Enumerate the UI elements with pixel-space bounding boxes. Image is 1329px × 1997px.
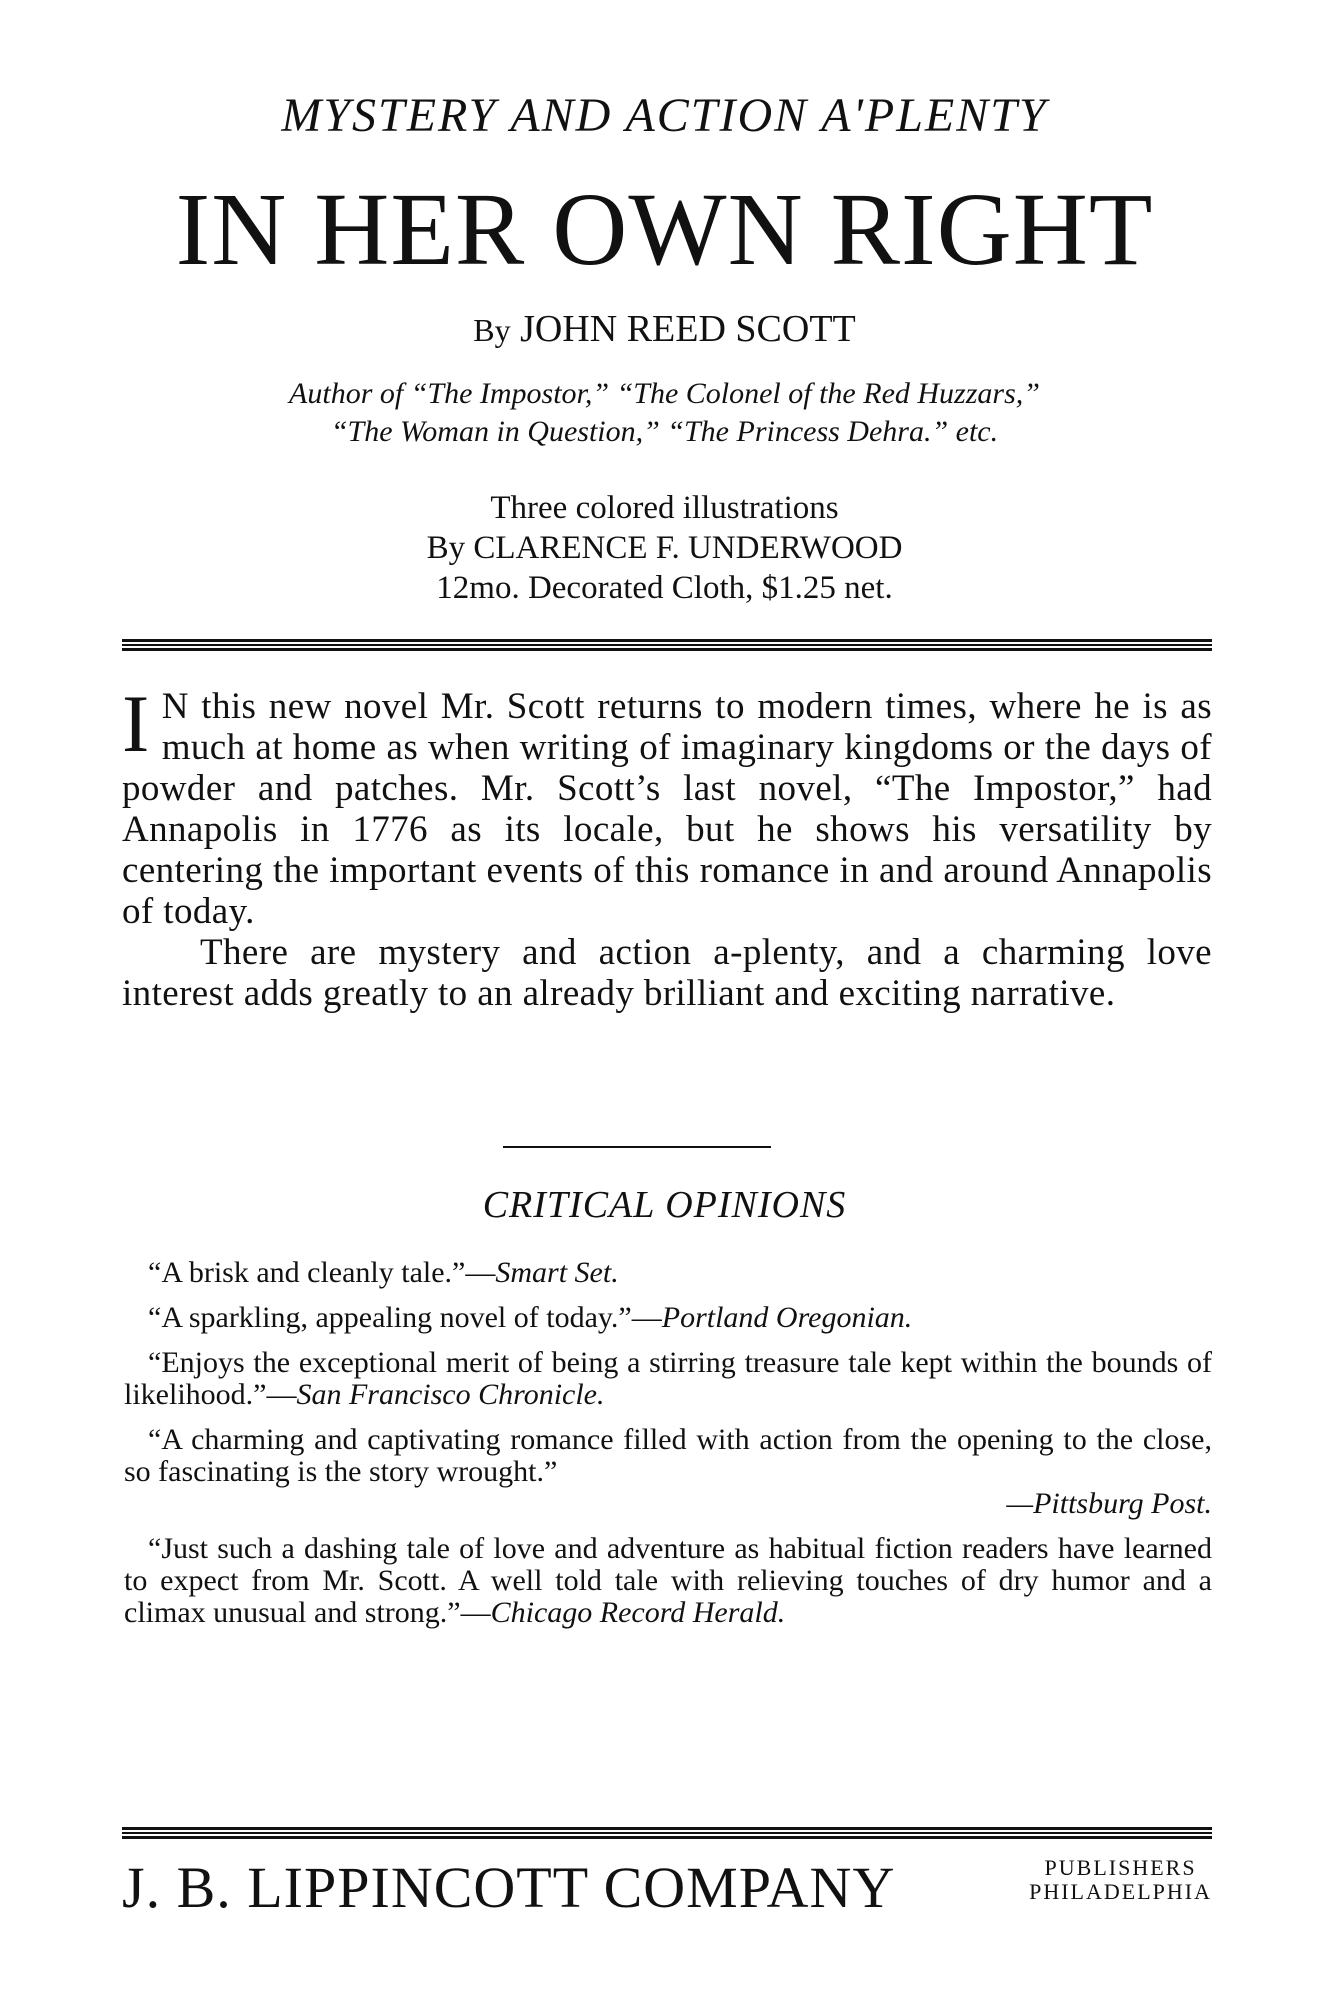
- book-description: [122, 678, 1212, 1014]
- description-paragraph: [122, 678, 1212, 932]
- short-rule-divider: [503, 1146, 771, 1148]
- opinion-source: Smart Set.: [495, 1256, 619, 1289]
- critical-opinions-heading: CRITICAL OPINIONS: [482, 1184, 847, 1226]
- description-paragraph: There are mystery and action a-plenty, and a charming love interest adds greatly to an already brilliant and exciting narrative.: [122, 932, 1212, 1014]
- illustrations-note: Three colored illustrations: [490, 490, 839, 526]
- author-name: JOHN REED SCOTT: [520, 308, 856, 350]
- book-title: IN HER OWN RIGHT: [175, 172, 1154, 287]
- illustrator-credit: By CLARENCE F. UNDERWOOD: [426, 530, 903, 566]
- author-works-line: Author of “The Impostor,” “The Colonel of the Red Huzzars,”: [289, 377, 1040, 410]
- publisher-city: PHILADELPHIA: [1029, 1879, 1212, 1904]
- opinion-quote: “Just such a dashing tale of love and adventure as habitual fiction readers have learned to expect from Mr. Scott. A well told tale with relieving touches of dry humor and a climax unusual and strong.”—: [124, 1532, 1212, 1629]
- by-prefix: By: [473, 312, 511, 348]
- opinion-quote: “A sparkling, appealing novel of today.”—: [148, 1301, 662, 1334]
- edition-details: [0, 488, 1329, 608]
- drop-cap: I: [122, 678, 150, 769]
- opinion-item: [124, 1257, 1212, 1289]
- publisher-imprint: [122, 1854, 1212, 1920]
- format-price: 12mo. Decorated Cloth, $1.25 net.: [436, 570, 893, 606]
- opinion-quote: “A charming and captivating romance filled with action from the opening to the close, so fascinating is the story wrought.”: [124, 1423, 1212, 1488]
- double-rule-divider: [122, 639, 1212, 651]
- description-text: N this new novel Mr. Scott returns to modern times, where he is as much at home as when writing of imaginary kingdoms or the days of powder and patches. Mr. Scott’s last novel, “The Impostor,” had Annapolis in 1776 as its locale, but he shows his versatility by centering the important events of this romance in and around Annapolis of today.: [122, 686, 1212, 932]
- opinion-item: [124, 1302, 1212, 1334]
- opinion-item: [124, 1424, 1212, 1520]
- publisher-role: PUBLISHERS: [1044, 1855, 1197, 1880]
- byline: [0, 307, 1329, 351]
- opinion-quote: “A brisk and cleanly tale.”—: [148, 1256, 496, 1289]
- opinion-source: San Francisco Chronicle.: [296, 1378, 605, 1411]
- author-other-works: [0, 375, 1329, 451]
- critical-opinions-list: [124, 1257, 1212, 1642]
- double-rule-divider: [122, 1827, 1212, 1839]
- author-works-line: “The Woman in Question,” “The Princess Dehra.” etc.: [330, 415, 999, 448]
- opinion-quote: “Enjoys the exceptional merit of being a stirring treasure tale kept within the bounds of likelihood.”—: [124, 1346, 1212, 1411]
- opinion-item: [124, 1347, 1212, 1411]
- publisher-name: J. B. LIPPINCOTT COMPANY: [122, 1855, 896, 1920]
- publisher-location: [1029, 1856, 1212, 1904]
- tagline: MYSTERY AND ACTION A'PLENTY: [281, 89, 1048, 142]
- opinion-item: [124, 1533, 1212, 1629]
- opinion-source: Chicago Record Herald.: [490, 1596, 786, 1629]
- opinion-source: —Pittsburg Post.: [1006, 1487, 1212, 1520]
- opinion-source: Portland Oregonian.: [661, 1301, 913, 1334]
